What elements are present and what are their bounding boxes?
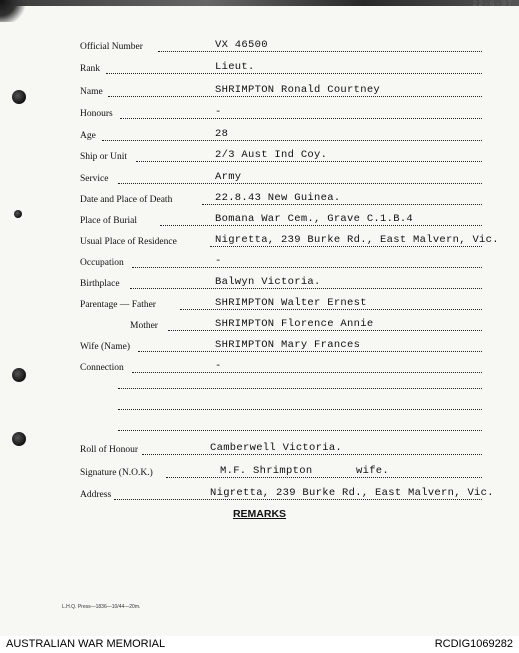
field-birthplace	[80, 275, 482, 291]
blank-line	[118, 409, 482, 410]
dotted-line	[158, 51, 482, 52]
field-label: Honours	[80, 109, 113, 119]
field-label: Signature (N.O.K.)	[80, 468, 153, 478]
dotted-line	[106, 73, 482, 74]
field-honours	[80, 105, 482, 121]
dotted-line	[166, 477, 482, 478]
field-value: Nigretta, 239 Burke Rd., East Malvern, Vic.	[210, 487, 494, 499]
field-value: 22.8.43 New Guinea.	[215, 192, 341, 204]
dotted-line	[132, 267, 482, 268]
footer-institution: AUSTRALIAN WAR MEMORIAL	[6, 638, 166, 650]
field-label: Name	[80, 87, 103, 97]
punch-hole	[12, 90, 26, 104]
field-wife	[80, 338, 482, 354]
field-value: Lieut.	[215, 61, 255, 73]
field-label: Birthplace	[80, 279, 120, 289]
dotted-line	[108, 96, 482, 97]
reference-mark: 22-6-97	[472, 0, 513, 9]
field-value: -	[215, 106, 222, 118]
punch-hole	[12, 432, 26, 446]
corner-shadow	[0, 0, 28, 22]
field-label: Occupation	[80, 258, 124, 268]
blank-line	[118, 388, 482, 389]
footer-record-id: RCDIG1069282	[434, 638, 513, 650]
field-service	[80, 170, 482, 186]
dotted-line	[132, 372, 482, 373]
field-value: Nigretta, 239 Burke Rd., East Malvern, Vic.	[215, 234, 499, 246]
field-label: Usual Place of Residence	[80, 237, 177, 247]
field-value: Camberwell Victoria.	[210, 442, 343, 454]
field-place-of-burial	[80, 212, 482, 228]
field-label: Rank	[80, 64, 101, 74]
field-label: Parentage — Father	[80, 300, 156, 310]
field-label: Mother	[130, 321, 158, 331]
field-signature	[80, 464, 482, 480]
field-label: Wife (Name)	[80, 342, 130, 352]
field-father	[80, 296, 482, 312]
field-label: Roll of Honour	[80, 445, 139, 455]
dotted-line	[136, 161, 482, 162]
field-usual-residence	[80, 233, 499, 249]
blank-line	[118, 430, 482, 431]
field-value: VX 46500	[215, 39, 268, 51]
field-value: Bomana War Cem., Grave C.1.B.4	[215, 213, 414, 225]
top-edge	[0, 0, 519, 6]
field-address	[80, 486, 494, 502]
field-rank	[80, 60, 482, 76]
field-age	[80, 127, 482, 143]
field-value: Army	[215, 171, 242, 183]
field-label: Date and Place of Death	[80, 195, 173, 205]
field-value: Balwyn Victoria.	[215, 276, 321, 288]
remarks-heading: REMARKS	[232, 508, 287, 520]
field-connection	[80, 359, 482, 375]
field-mother	[80, 317, 482, 333]
field-occupation	[80, 254, 482, 270]
dotted-line	[168, 330, 482, 331]
dotted-line	[120, 118, 482, 119]
field-label: Service	[80, 174, 109, 184]
field-value: -	[215, 255, 222, 267]
field-ship-or-unit	[80, 148, 482, 164]
field-official-number	[80, 38, 482, 54]
field-date-place-of-death	[80, 191, 482, 207]
dotted-line	[180, 309, 482, 310]
dotted-line	[102, 140, 482, 141]
dotted-line	[138, 351, 482, 352]
field-label: Place of Burial	[80, 216, 137, 226]
field-value: SHRIMPTON Mary Frances	[215, 339, 361, 351]
signature-relation: wife.	[356, 465, 390, 477]
punch-hole	[12, 368, 26, 382]
dotted-line	[202, 204, 482, 205]
field-value: SHRIMPTON Walter Ernest	[215, 297, 367, 309]
field-value: SHRIMPTON Florence Annie	[215, 318, 374, 330]
field-label: Connection	[80, 363, 124, 373]
field-value: 28	[215, 128, 229, 140]
printer-imprint: L.H.Q. Press—1836—10/44—20m.	[62, 604, 141, 610]
field-roll-of-honour	[80, 441, 482, 457]
field-label: Address	[80, 490, 112, 500]
dotted-line	[114, 499, 482, 500]
dotted-line	[210, 246, 482, 247]
dotted-line	[130, 288, 482, 289]
signature-value: M.F. Shrimpton	[220, 465, 313, 477]
field-label: Official Number	[80, 42, 143, 52]
dotted-line	[160, 225, 482, 226]
field-value: -	[215, 360, 222, 372]
field-label: Age	[80, 131, 96, 141]
punch-hole	[14, 210, 22, 218]
dotted-line	[142, 454, 482, 455]
field-value: 2/3 Aust Ind Coy.	[215, 149, 328, 161]
dotted-line	[118, 183, 482, 184]
field-value: SHRIMPTON Ronald Courtney	[215, 84, 381, 96]
field-name	[80, 83, 482, 99]
field-label: Ship or Unit	[80, 152, 127, 162]
